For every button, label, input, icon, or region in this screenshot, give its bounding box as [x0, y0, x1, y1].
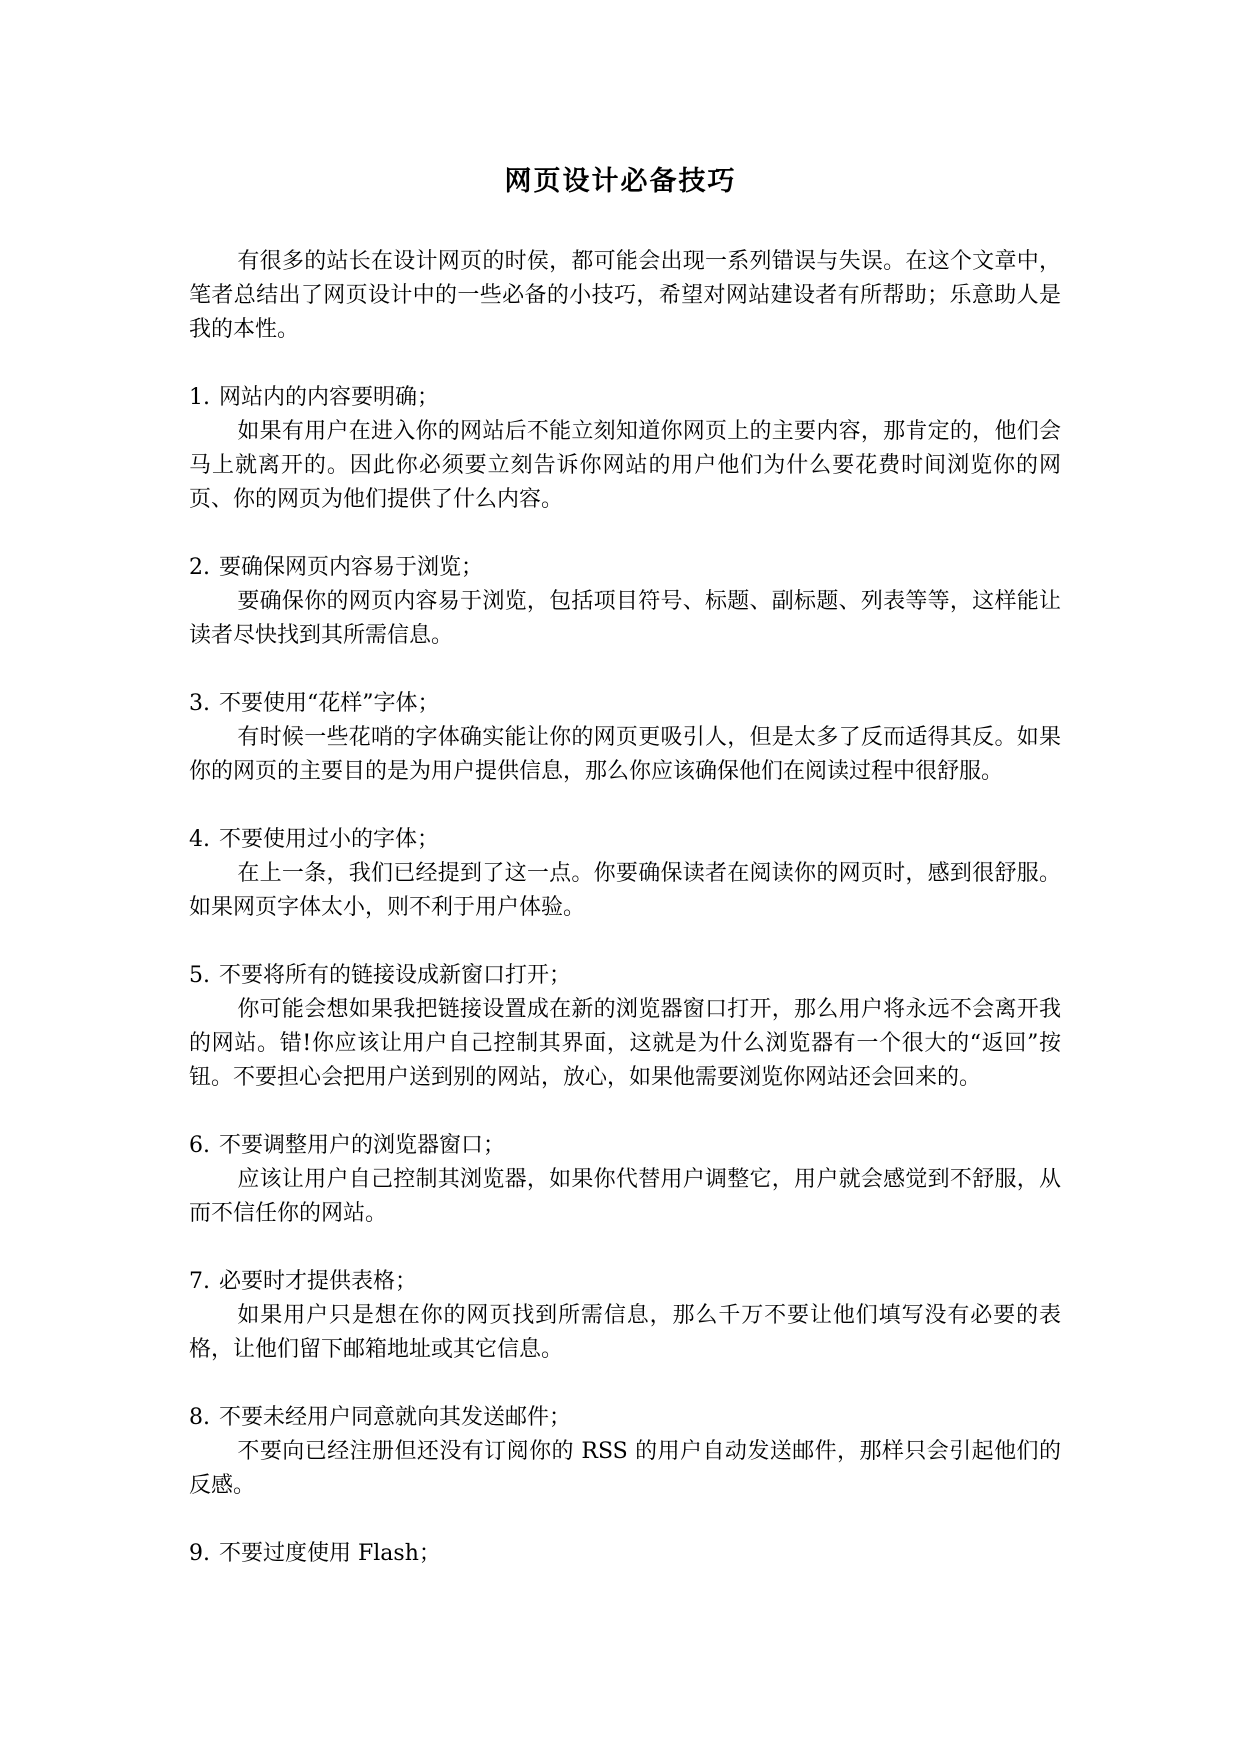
section-9	[189, 1537, 1061, 1571]
section-heading	[189, 551, 1061, 585]
section-heading	[189, 381, 1061, 415]
section-body: 在上一条，我们已经提到了这一点。你要确保读者在阅读你的网页时，感到很舒服。如果网页字体太小，则不利于用户体验。	[189, 861, 1061, 920]
section-body: 不要向已经注册但还没有订阅你的 RSS 的用户自动发送邮件，那样只会引起他们的反感。	[189, 1439, 1061, 1498]
section-6	[189, 1129, 1061, 1231]
section-heading-text: 必要时才提供表格；	[219, 1269, 418, 1294]
section-heading-text: 不要使用“花样”字体；	[219, 691, 440, 716]
section-heading-text: 网站内的内容要明确；	[219, 385, 440, 410]
section-heading	[189, 1265, 1061, 1299]
section-number: 7.	[189, 1269, 210, 1294]
section-heading	[189, 1129, 1061, 1163]
section-number: 3.	[189, 691, 210, 716]
section-heading	[189, 687, 1061, 721]
document-content	[189, 245, 1061, 1605]
section-body: 要确保你的网页内容易于浏览，包括项目符号、标题、副标题、列表等等，这样能让读者尽快找到其所需信息。	[189, 589, 1061, 648]
document-title: 网页设计必备技巧	[504, 166, 737, 197]
section-heading-text: 不要使用过小的字体；	[219, 827, 440, 852]
section-8	[189, 1401, 1061, 1503]
section-body: 有时候一些花哨的字体确实能让你的网页更吸引人，但是太多了反而适得其反。如果你的网页的主要目的是为用户提供信息，那么你应该确保他们在阅读过程中很舒服。	[189, 725, 1061, 784]
section-heading	[189, 959, 1061, 993]
section-1	[189, 381, 1061, 517]
section-3	[189, 687, 1061, 789]
section-heading-text: 不要将所有的链接设成新窗口打开；	[219, 963, 572, 988]
section-number: 2.	[189, 555, 210, 580]
section-heading-text: 不要调整用户的浏览器窗口；	[219, 1133, 506, 1158]
intro-paragraph: 有很多的站长在设计网页的时侯，都可能会出现一系列错误与失误。在这个文章中，笔者总结出了网页设计中的一些必备的小技巧，希望对网站建设者有所帮助；乐意助人是我的本性。	[189, 249, 1061, 342]
section-heading	[189, 1537, 1061, 1571]
section-body: 你可能会想如果我把链接设置成在新的浏览器窗口打开，那么用户将永远不会离开我的网站。错!你应该让用户自己控制其界面，这就是为什么浏览器有一个很大的“返回”按钮。不要担心会把用户送到别的网站，放心，如果他需要浏览你网站还会回来的。	[189, 997, 1061, 1090]
section-body: 如果用户只是想在你的网页找到所需信息，那么千万不要让他们填写没有必要的表格，让他们留下邮箱地址或其它信息。	[189, 1303, 1061, 1362]
section-number: 8.	[189, 1405, 210, 1430]
section-7	[189, 1265, 1061, 1367]
section-5	[189, 959, 1061, 1095]
section-heading	[189, 1401, 1061, 1435]
section-heading-text: 不要过度使用 Flash；	[219, 1541, 441, 1566]
section-heading-text: 不要未经用户同意就向其发送邮件；	[219, 1405, 572, 1430]
section-heading-text: 要确保网页内容易于浏览；	[219, 555, 484, 580]
section-heading	[189, 823, 1061, 857]
section-2	[189, 551, 1061, 653]
section-body: 应该让用户自己控制其浏览器，如果你代替用户调整它，用户就会感觉到不舒服，从而不信任你的网站。	[189, 1167, 1061, 1226]
section-number: 4.	[189, 827, 210, 852]
section-number: 5.	[189, 963, 210, 988]
section-number: 9.	[189, 1541, 210, 1566]
section-number: 1.	[189, 385, 210, 410]
section-4	[189, 823, 1061, 925]
section-body: 如果有用户在进入你的网站后不能立刻知道你网页上的主要内容，那肯定的，他们会马上就离开的。因此你必须要立刻告诉你网站的用户他们为什么要花费时间浏览你的网页、你的网页为他们提供了什么内容。	[189, 419, 1061, 512]
section-number: 6.	[189, 1133, 210, 1158]
